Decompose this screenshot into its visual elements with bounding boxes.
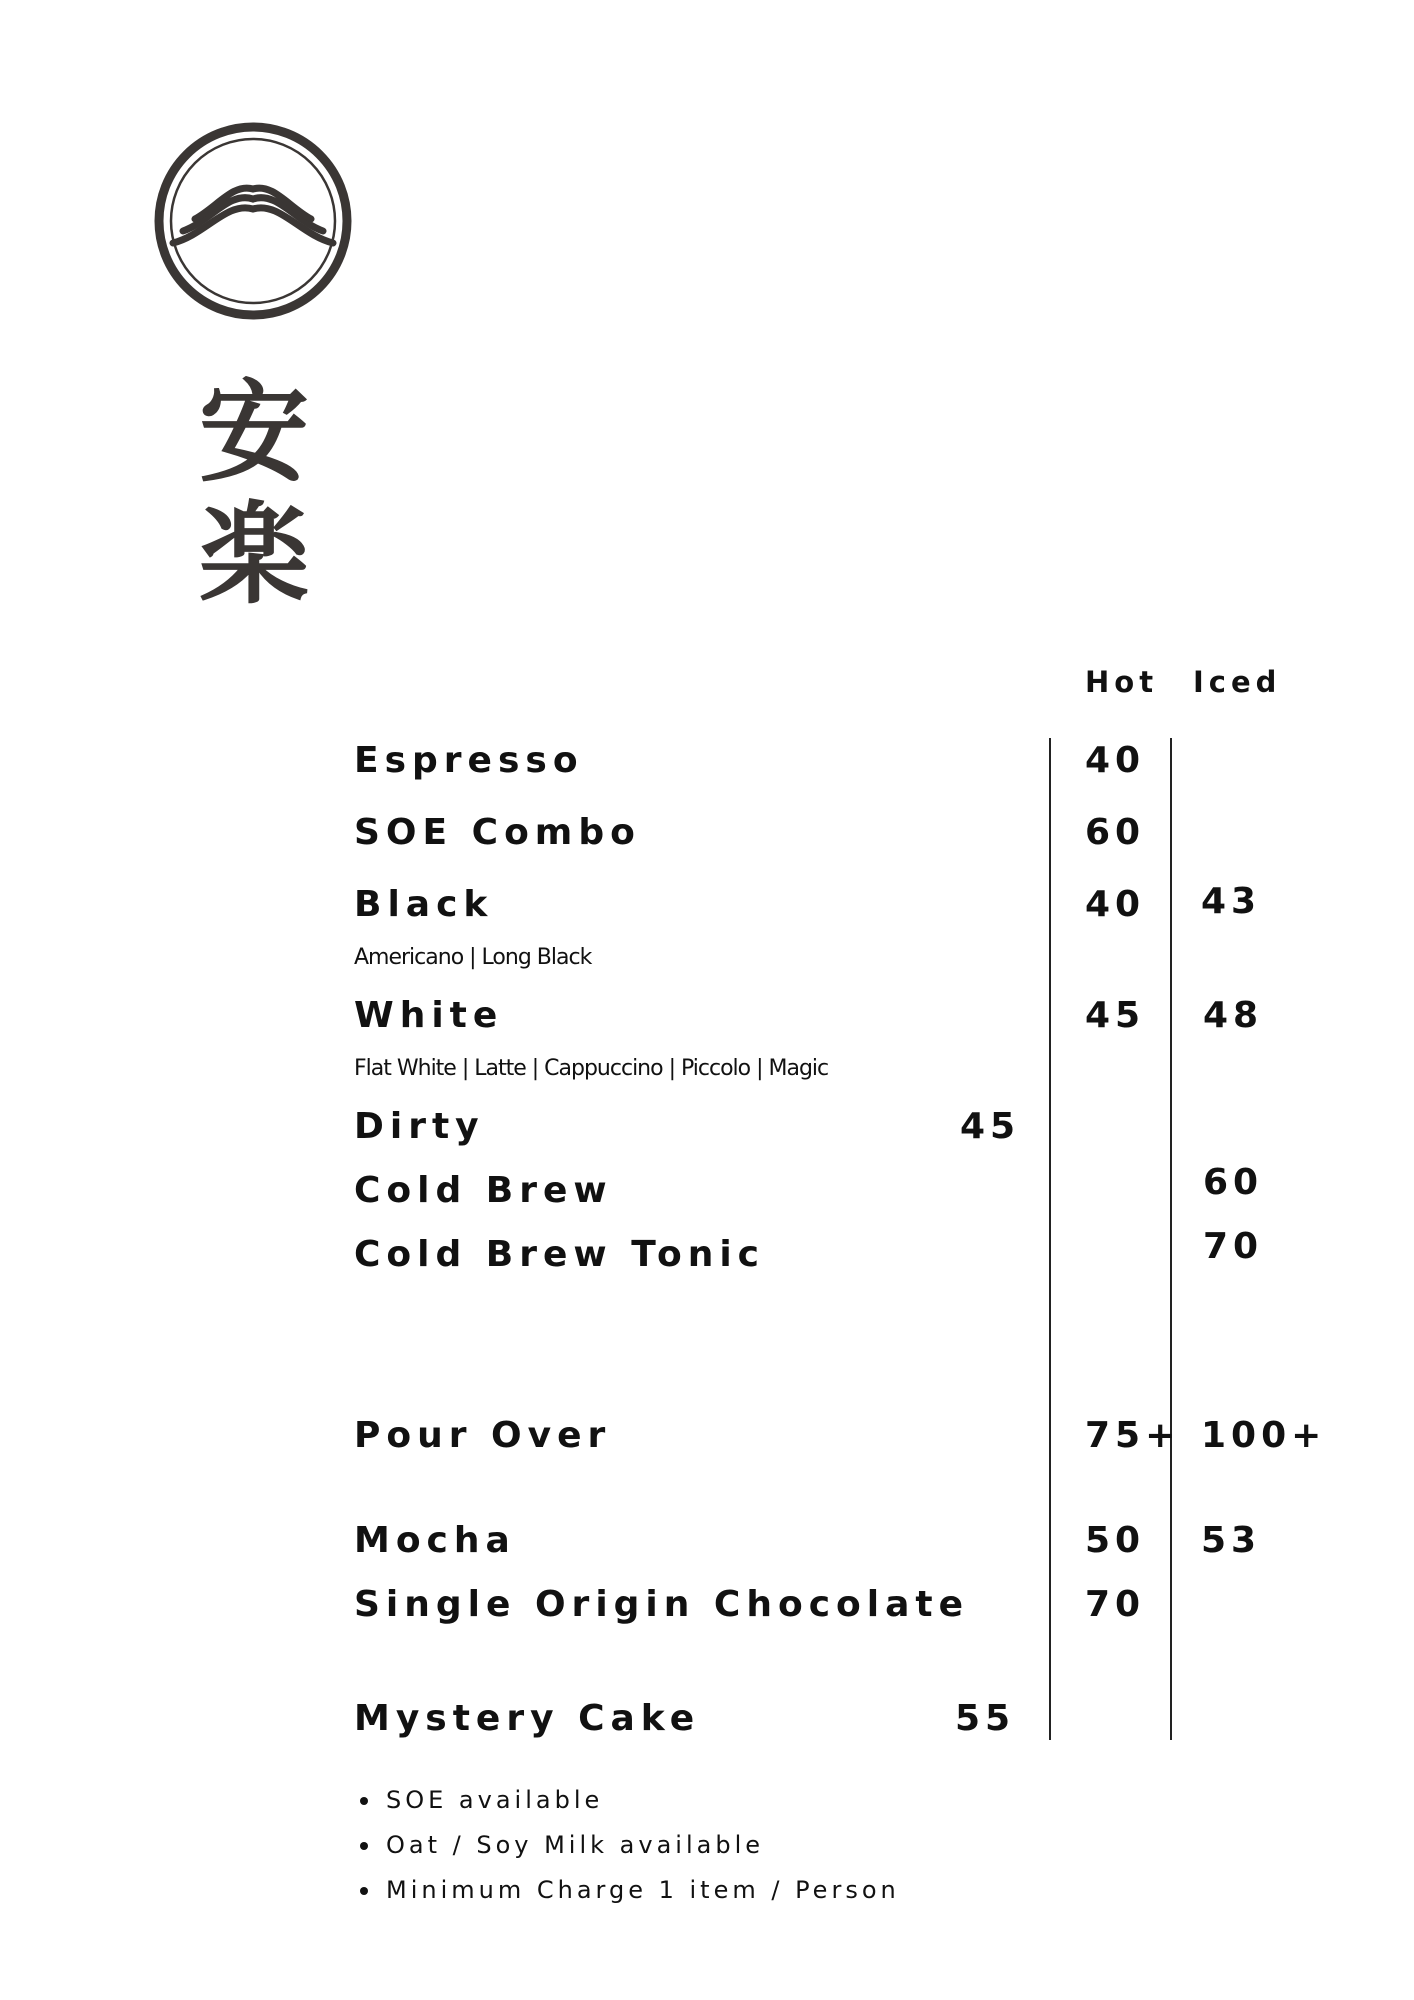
menu-item-name: Single Origin Chocolate xyxy=(354,1584,970,1625)
menu-item-price: 45 xyxy=(960,1106,1021,1147)
menu-item-name: Mystery Cake xyxy=(354,1698,701,1739)
menu-item-price: 55 xyxy=(955,1698,1016,1739)
menu-item-hot-price: 50 xyxy=(1085,1520,1146,1561)
column-divider-right xyxy=(1170,738,1172,1740)
brand-char-1: 安 xyxy=(199,368,309,497)
menu-item-iced-price: 43 xyxy=(1201,881,1262,922)
note-text: Oat / Soy Milk available xyxy=(386,1831,764,1859)
menu-item-hot-price: 40 xyxy=(1085,884,1146,925)
menu-item-name: Dirty xyxy=(354,1106,485,1147)
column-divider-left xyxy=(1049,738,1051,1740)
notes-list xyxy=(354,1778,900,1913)
menu-item-name: Mocha xyxy=(354,1520,516,1561)
bullet-icon xyxy=(360,1887,368,1895)
iced-column-header: Iced xyxy=(1193,665,1282,699)
menu-item-name: Cold Brew xyxy=(354,1170,613,1211)
menu-item-hot-price: 45 xyxy=(1085,995,1146,1036)
menu-item-name: Black xyxy=(354,884,494,925)
menu-item-subtitle: Flat White | Latte | Cappuccino | Piccolo | Magic xyxy=(354,1056,829,1081)
menu-item-iced-price: 100+ xyxy=(1201,1415,1327,1456)
note-item xyxy=(354,1823,900,1868)
brand-name xyxy=(150,368,358,619)
menu-item-name: Cold Brew Tonic xyxy=(354,1234,766,1275)
hot-column-header: Hot xyxy=(1085,665,1159,699)
note-text: SOE available xyxy=(386,1786,604,1814)
menu-item-iced-price: 60 xyxy=(1203,1162,1264,1203)
menu-item-name: White xyxy=(354,995,504,1036)
menu-item-hot-price: 75+ xyxy=(1085,1415,1181,1456)
note-item xyxy=(354,1868,900,1913)
brand-char-2: 楽 xyxy=(199,490,309,619)
menu-item-name: Espresso xyxy=(354,740,584,781)
menu-item-hot-price: 40 xyxy=(1085,740,1146,781)
logo-icon xyxy=(153,121,353,321)
bullet-icon xyxy=(360,1797,368,1805)
menu-item-subtitle: Americano | Long Black xyxy=(354,945,592,970)
note-item xyxy=(354,1778,900,1823)
menu-item-hot-price: 70 xyxy=(1085,1584,1146,1625)
menu-item-hot-price: 60 xyxy=(1085,812,1146,853)
menu-item-iced-price: 53 xyxy=(1201,1520,1262,1561)
menu-item-iced-price: 70 xyxy=(1203,1226,1264,1267)
menu-item-iced-price: 48 xyxy=(1203,995,1264,1036)
menu-item-name: Pour Over xyxy=(354,1415,612,1456)
note-text: Minimum Charge 1 item / Person xyxy=(386,1876,900,1904)
menu-item-name: SOE Combo xyxy=(354,812,641,853)
bullet-icon xyxy=(360,1842,368,1850)
